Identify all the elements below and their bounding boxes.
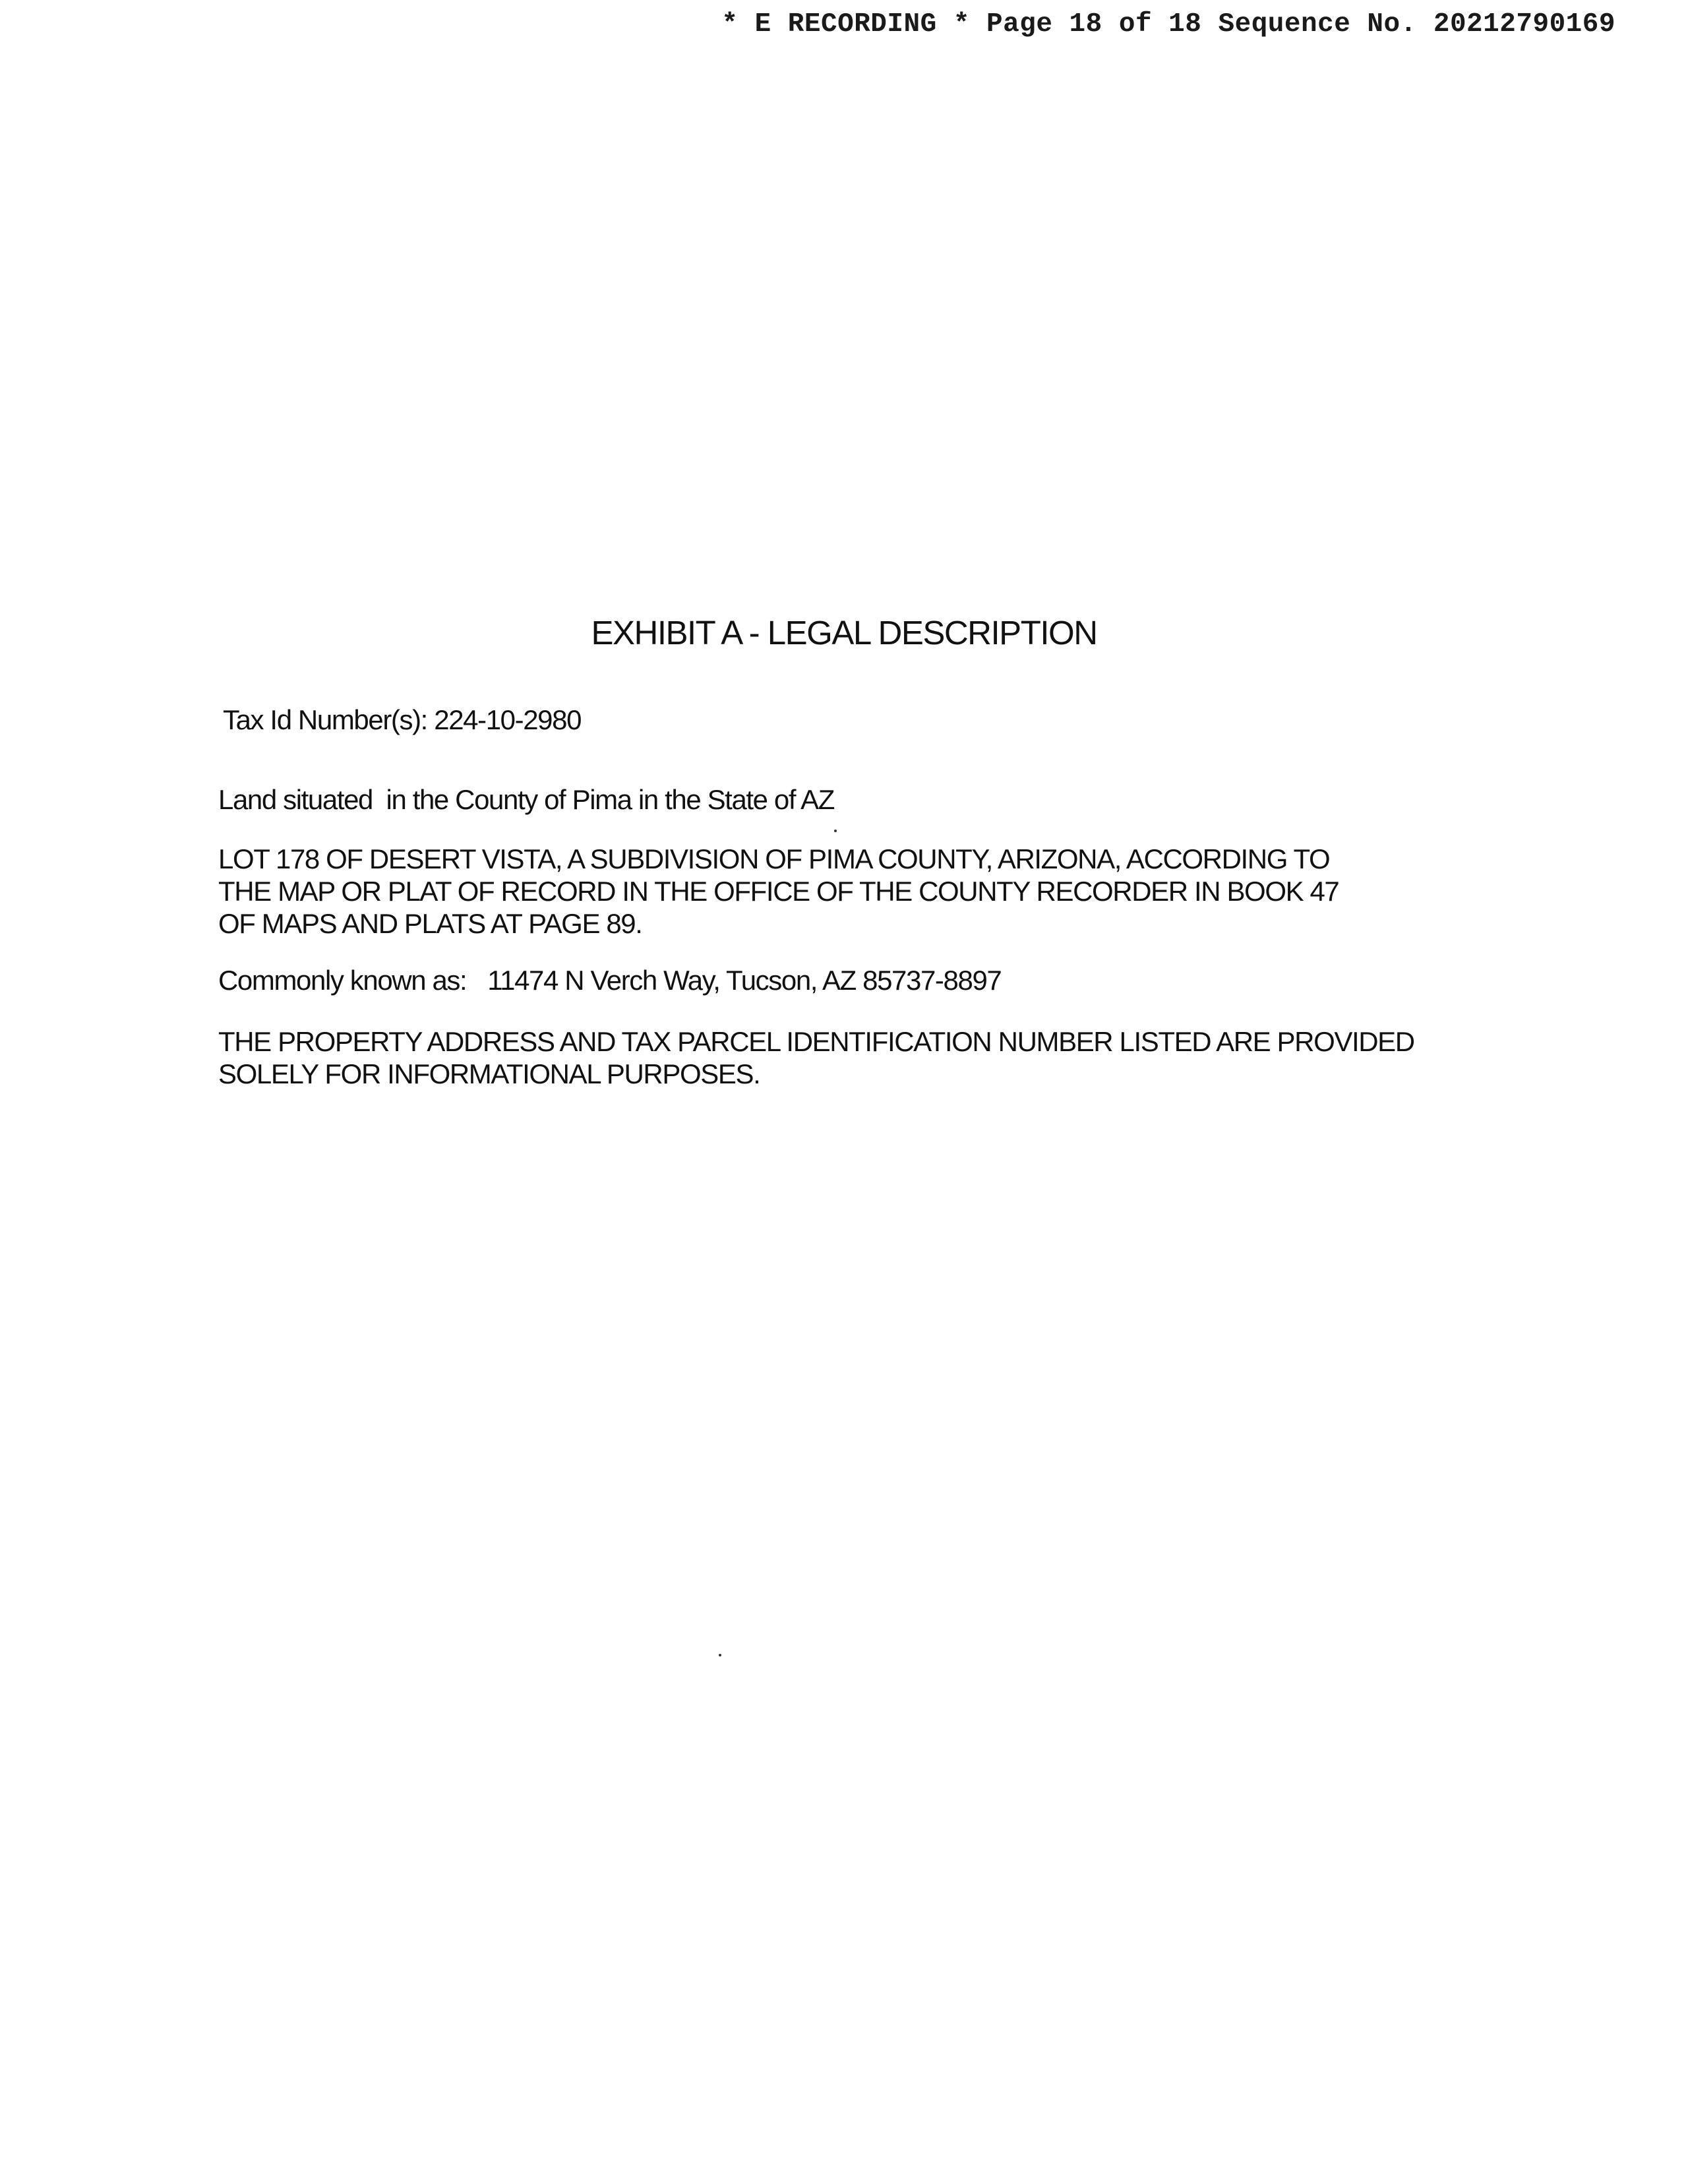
scan-speck [834,830,837,832]
commonly-known-line [218,964,1001,996]
tax-id-label: Tax Id Number(s): [223,704,427,735]
tax-id-line [223,704,581,736]
legal-description: LOT 178 OF DESERT VISTA, A SUBDIVISION OF PIMA COUNTY, ARIZONA, ACCORDING TO THE MAP OR PLAT OF RECORD IN THE OFFICE OF THE COUNTY RECORDER IN BOOK 47 OF MAPS AND PLATS AT PAGE 89. [218,843,1339,939]
land-situated-line: Land situated in the County of Pima in the State of AZ [218,784,834,815]
tax-id-value: 224-10-2980 [434,704,582,735]
commonly-known-label: Commonly known as: [218,965,467,996]
recording-stamp: * E RECORDING * Page 18 of 18 Sequence No. 20212790169 [721,9,1615,40]
scan-speck [719,1654,721,1656]
document-title: EXHIBIT A - LEGAL DESCRIPTION [591,614,1097,652]
informational-disclaimer: THE PROPERTY ADDRESS AND TAX PARCEL IDENTIFICATION NUMBER LISTED ARE PROVIDED SOLELY FOR INFORMATIONAL PURPOSES. [218,1026,1414,1089]
commonly-known-address: 11474 N Verch Way, Tucson, AZ 85737-8897 [487,965,1002,996]
